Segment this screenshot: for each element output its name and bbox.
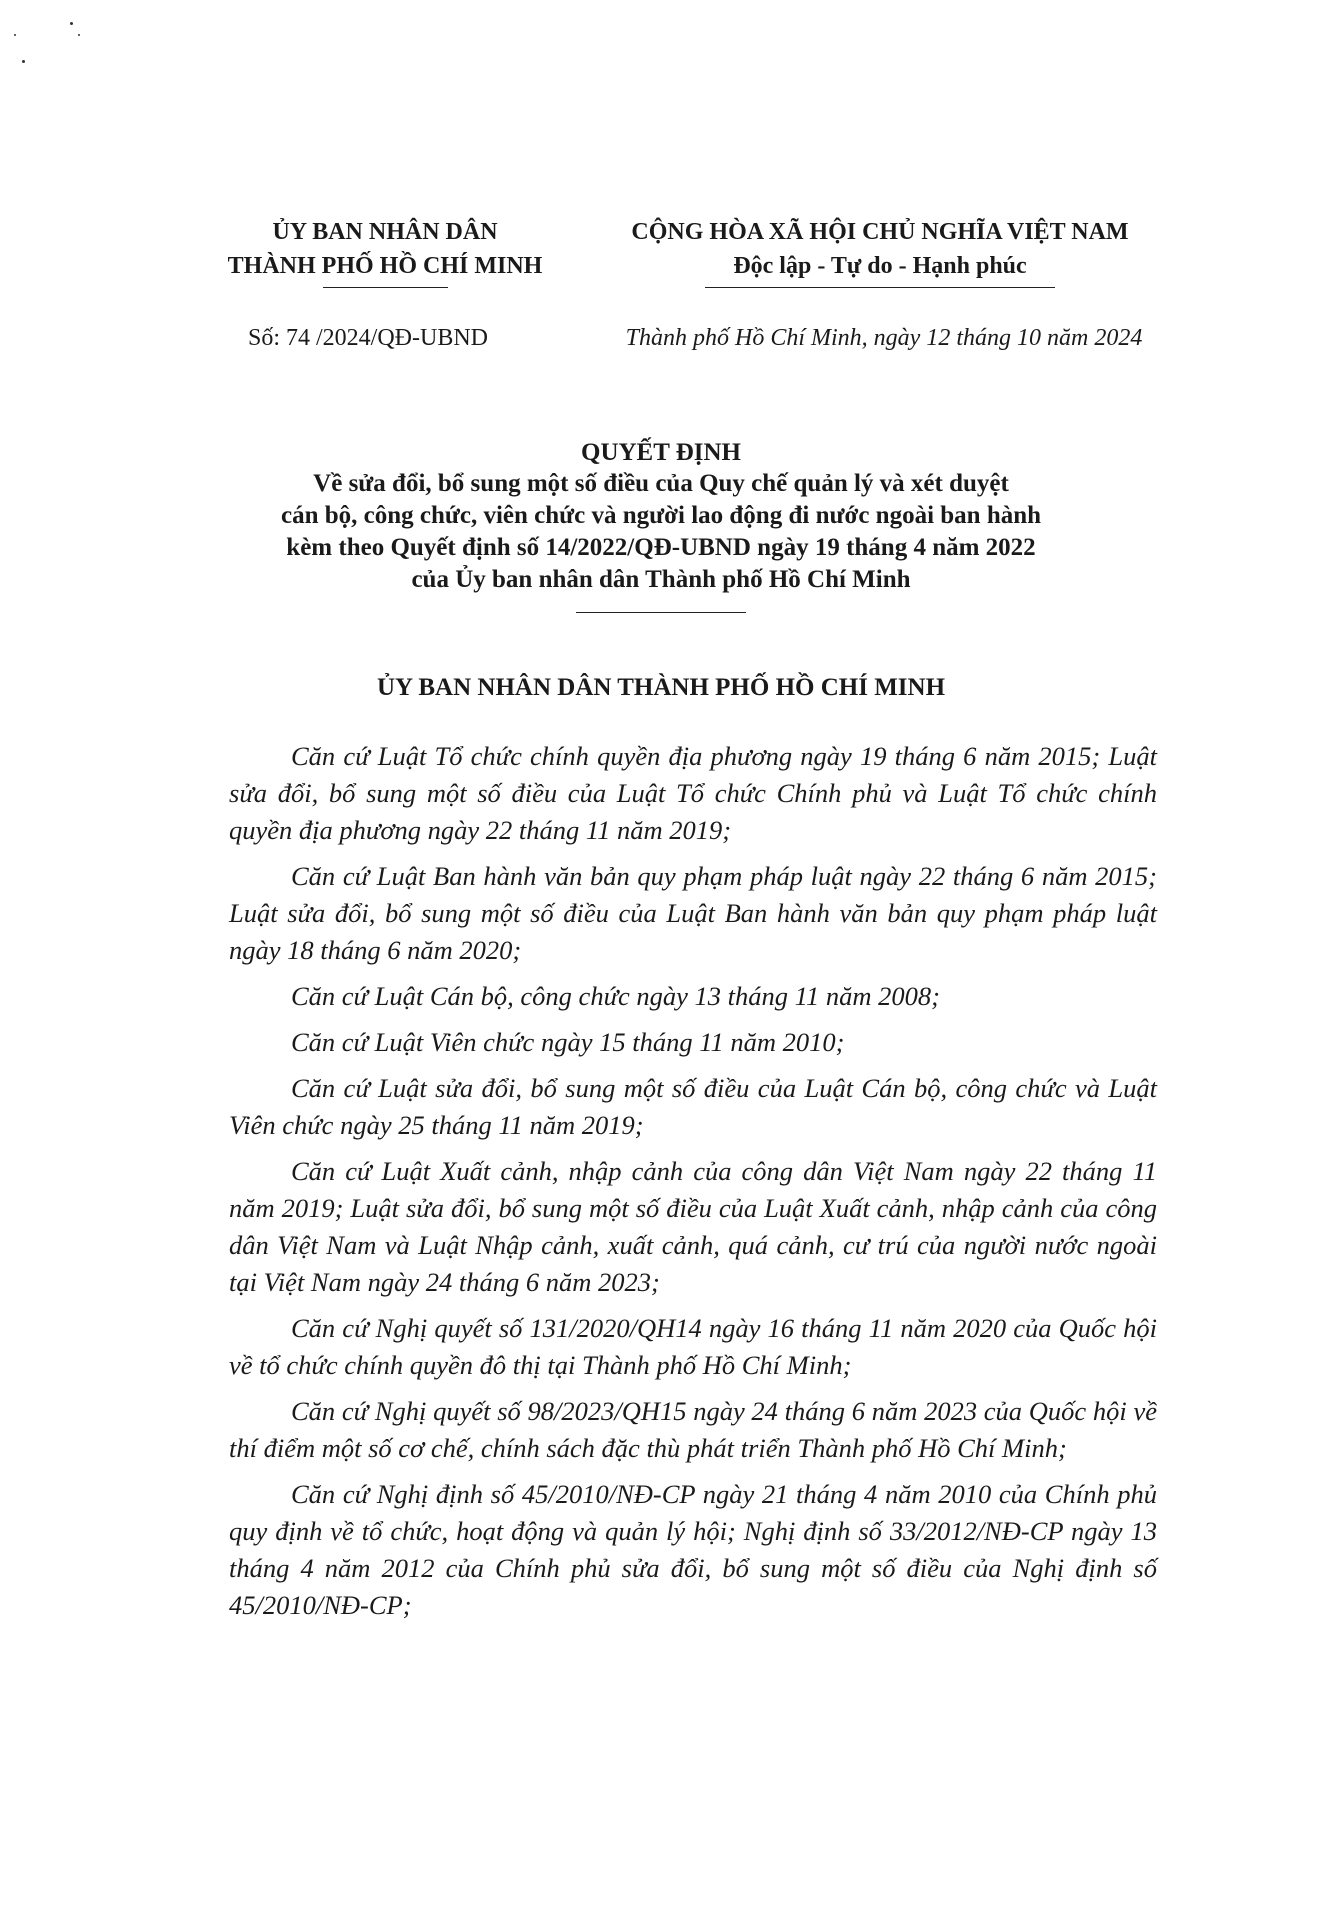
document-number: Số: 74 /2024/QĐ-UBND	[248, 325, 489, 351]
legal-basis-paragraph: Căn cứ Luật Cán bộ, công chức ngày 13 tháng 11 năm 2008;	[291, 981, 940, 1011]
nation-line-1: CỘNG HÒA XÃ HỘI CHỦ NGHĨA VIỆT NAM	[631, 219, 1129, 245]
legal-basis-paragraph: Căn cứ Nghị quyết số 98/2023/QH15 ngày 24 tháng 6 năm 2023 của Quốc hội về thí điểm một số cơ chế, chính sách đặc thù phát triển Thành phố Hồ Chí Minh;	[229, 1396, 1157, 1463]
authority-heading: ỦY BAN NHÂN DÂN THÀNH PHỐ HỒ CHÍ MINH	[376, 674, 946, 701]
agency-line-2: THÀNH PHỐ HỒ CHÍ MINH	[227, 253, 543, 279]
legal-basis-paragraph: Căn cứ Luật Tổ chức chính quyền địa phương ngày 19 tháng 6 năm 2015; Luật sửa đổi, bổ sung một số điều của Luật Tổ chức Chính phủ và Luật Tổ chức chính quyền địa phương ngày 22 tháng 11 năm 2019;	[229, 741, 1157, 845]
legal-basis-paragraph: Căn cứ Luật Viên chức ngày 15 tháng 11 năm 2010;	[291, 1027, 845, 1057]
legal-basis-paragraph: Căn cứ Luật Ban hành văn bản quy phạm pháp luật ngày 22 tháng 6 năm 2015; Luật sửa đổi, bổ sung một số điều của Luật Ban hành văn bản quy phạm pháp luật ngày 18 tháng 6 năm 2020;	[229, 861, 1157, 965]
document-title: QUYẾT ĐỊNH	[581, 439, 741, 466]
legal-bases	[229, 738, 1157, 1633]
subtitle-line: cán bộ, công chức, viên chức và người lao động đi nước ngoài ban hành	[280, 502, 1042, 529]
legal-basis-paragraph: Căn cứ Luật sửa đổi, bổ sung một số điều của Luật Cán bộ, công chức và Luật Viên chức ngày 25 tháng 11 năm 2019;	[229, 1073, 1157, 1140]
place-date: Thành phố Hồ Chí Minh, ngày 12 tháng 10 năm 2024	[625, 325, 1143, 351]
scan-speck	[22, 60, 25, 63]
subtitle-line: kèm theo Quyết định số 14/2022/QĐ-UBND ngày 19 tháng 4 năm 2022	[286, 534, 1036, 561]
agency-underline	[323, 287, 448, 288]
scan-speck	[14, 34, 16, 36]
legal-basis-paragraph: Căn cứ Luật Xuất cảnh, nhập cảnh của công dân Việt Nam ngày 22 tháng 11 năm 2019; Luật sửa đổi, bổ sung một số điều của Luật Xuất cảnh, nhập cảnh của công dân Việt Nam và Luật Nhập cảnh, xuất cảnh, quá cảnh, cư trú của người nước ngoài tại Việt Nam ngày 24 tháng 6 năm 2023;	[229, 1156, 1157, 1297]
title-divider	[576, 612, 746, 613]
nation-motto: Độc lập - Tự do - Hạnh phúc	[733, 253, 1027, 279]
scan-speck	[70, 22, 73, 25]
legal-basis-paragraph: Căn cứ Nghị định số 45/2010/NĐ-CP ngày 21 tháng 4 năm 2010 của Chính phủ quy định về tổ chức, hoạt động và quản lý hội; Nghị định số 33/2012/NĐ-CP ngày 13 tháng 4 năm 2012 của Chính phủ sửa đổi, bổ sung một số điều của Nghị định số 45/2010/NĐ-CP;	[229, 1479, 1157, 1620]
subtitle-line: của Ủy ban nhân dân Thành phố Hồ Chí Minh	[411, 566, 911, 593]
issuing-agency	[200, 215, 570, 288]
agency-line-1: ỦY BAN NHÂN DÂN	[272, 219, 498, 245]
motto-underline	[705, 287, 1055, 288]
scan-speck	[78, 34, 80, 36]
national-header	[600, 215, 1160, 288]
subtitle-line: Về sửa đổi, bổ sung một số điều của Quy chế quản lý và xét duyệt	[313, 470, 1009, 497]
legal-basis-paragraph: Căn cứ Nghị quyết số 131/2020/QH14 ngày 16 tháng 11 năm 2020 của Quốc hội về tổ chức chính quyền đô thị tại Thành phố Hồ Chí Minh;	[229, 1313, 1157, 1380]
title-block	[180, 438, 1142, 613]
